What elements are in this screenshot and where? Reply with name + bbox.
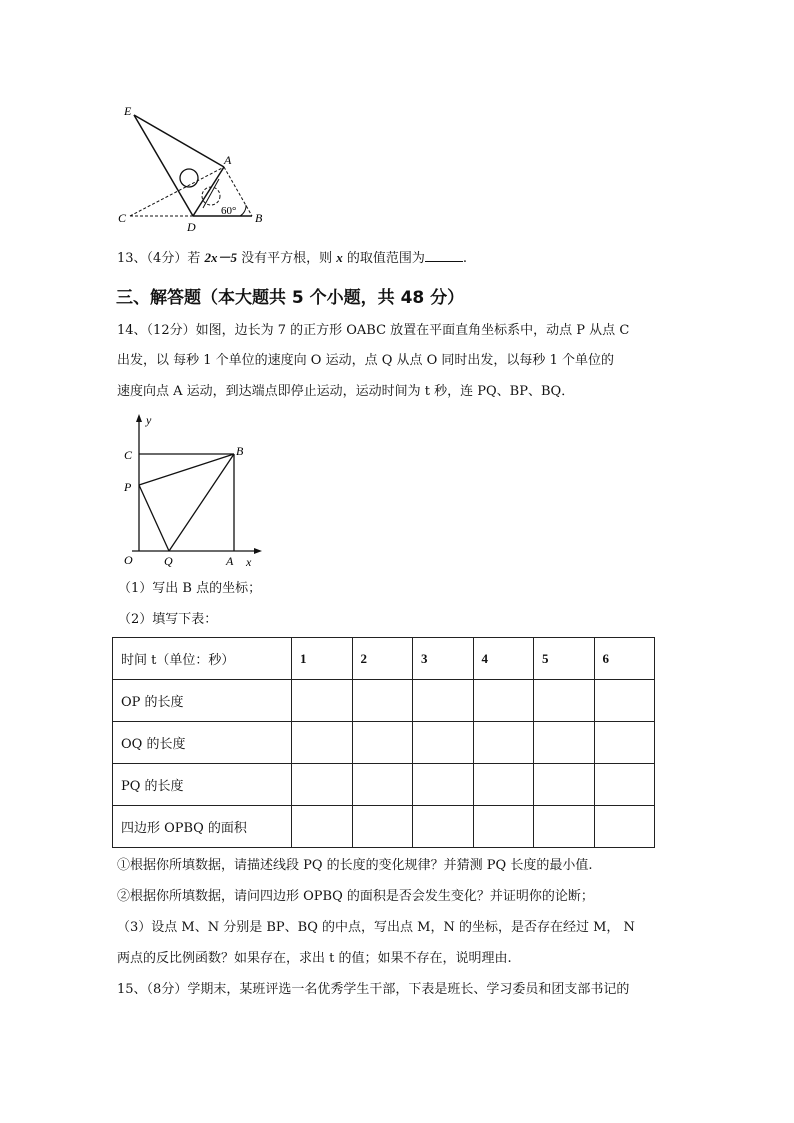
table-cell[interactable] xyxy=(473,806,534,848)
figure-square-oabc xyxy=(112,410,272,570)
label-a: A xyxy=(224,153,232,167)
table-cell[interactable] xyxy=(292,722,353,764)
segment-pb xyxy=(139,454,234,485)
table-cell[interactable] xyxy=(594,806,655,848)
row-label-area: 四边形 OPBQ 的面积 xyxy=(113,806,292,848)
label-y: y xyxy=(146,413,152,427)
table-cell[interactable] xyxy=(292,764,353,806)
q14-sub-2: （2）填写下表： xyxy=(118,612,218,627)
table-cell[interactable] xyxy=(594,722,655,764)
table-row xyxy=(113,722,655,764)
x-axis-arrow xyxy=(254,548,262,554)
table-cell[interactable] xyxy=(534,764,595,806)
figure-triangle-eadcb xyxy=(112,100,272,235)
label-b: B xyxy=(255,211,263,225)
q13-mid: 没有平方根，则 xyxy=(236,251,337,266)
segment-ea xyxy=(134,115,224,167)
table-cell[interactable] xyxy=(534,680,595,722)
segment-qb xyxy=(169,454,234,551)
circle-dashed xyxy=(202,187,220,205)
label-d: D xyxy=(187,220,196,234)
q14-c1: ①根据你所填数据，请描述线段 PQ 的长度的变化规律？并猜测 PQ 长度的最小值. xyxy=(117,858,593,873)
table-row xyxy=(113,806,655,848)
table-cell[interactable] xyxy=(534,806,595,848)
label-angle: 60° xyxy=(221,205,237,217)
header-cell-2: 2 xyxy=(352,638,413,680)
label-o: O xyxy=(124,553,133,567)
row-label-op: OP 的长度 xyxy=(113,680,292,722)
header-cell-6: 6 xyxy=(594,638,655,680)
header-cell-3: 3 xyxy=(413,638,474,680)
table-cell[interactable] xyxy=(352,722,413,764)
fill-in-table xyxy=(112,637,655,848)
table-cell[interactable] xyxy=(594,680,655,722)
row-label-oq: OQ 的长度 xyxy=(113,722,292,764)
header-cell-4: 4 xyxy=(473,638,534,680)
table-cell[interactable] xyxy=(594,764,655,806)
q14-line-2: 出发，以 每秒 1 个单位的速度向 O 运动，点 Q 从点 O 同时出发，以每秒 1 个单位的 xyxy=(117,353,614,368)
segment-inner xyxy=(203,179,219,208)
section-heading: 三、解答题（本大题共 5 个小题，共 48 分） xyxy=(116,288,465,308)
q13-prefix: 13、（4分）若 xyxy=(117,251,205,266)
table-cell[interactable] xyxy=(473,680,534,722)
table-cell[interactable] xyxy=(413,680,474,722)
table-cell[interactable] xyxy=(413,764,474,806)
angle-arc xyxy=(240,205,246,216)
label-c: C xyxy=(118,211,127,225)
q14-c2: ②根据你所填数据，请问四边形 OPBQ 的面积是否会发生变化？并证明你的论断； xyxy=(117,889,594,904)
label-c: C xyxy=(124,448,133,462)
q13-var: x xyxy=(336,250,343,265)
table-header-row xyxy=(113,638,655,680)
q14-sub-3a: （3）设点 M、N 分别是 BP、BQ 的中点，写出点 M，N 的坐标，是否存在经过 M， N xyxy=(117,920,635,935)
table-cell[interactable] xyxy=(534,722,595,764)
q13-suffix: 的取值范围为 xyxy=(342,251,425,266)
q14-line-1: 14、（12分）如图，边长为 7 的正方形 OABC 放置在平面直角坐标系中，动点 P 从点 C xyxy=(117,323,630,338)
circle-shape xyxy=(180,169,198,187)
question-13 xyxy=(117,247,467,270)
label-e: E xyxy=(124,104,132,118)
table-cell[interactable] xyxy=(413,722,474,764)
header-cell-time: 时间 t（单位：秒） xyxy=(113,638,292,680)
table-cell[interactable] xyxy=(473,722,534,764)
table-row xyxy=(113,764,655,806)
segment-pq xyxy=(139,485,169,551)
segment-ed xyxy=(134,115,193,216)
table-cell[interactable] xyxy=(413,806,474,848)
table-cell[interactable] xyxy=(352,764,413,806)
table-cell[interactable] xyxy=(473,764,534,806)
q13-end: . xyxy=(462,251,468,266)
segment-cd-dashed xyxy=(130,167,224,216)
row-label-pq: PQ 的长度 xyxy=(113,764,292,806)
q15-line-1: 15、（8分）学期末，某班评选一名优秀学生干部，下表是班长、学习委员和团支部书记的 xyxy=(117,982,630,997)
label-b: B xyxy=(236,444,244,458)
table-cell[interactable] xyxy=(352,680,413,722)
answer-blank[interactable] xyxy=(425,249,463,262)
q14-sub-1: （1）写出 B 点的坐标； xyxy=(118,581,262,596)
table-cell[interactable] xyxy=(292,806,353,848)
header-cell-5: 5 xyxy=(534,638,595,680)
label-p: P xyxy=(124,480,132,494)
header-cell-1: 1 xyxy=(292,638,353,680)
q13-expr: 2x－5 xyxy=(204,250,237,265)
label-q: Q xyxy=(164,554,173,568)
table-row xyxy=(113,680,655,722)
table-cell[interactable] xyxy=(352,806,413,848)
q14-line-3: 速度向点 A 运动，到达端点即停止运动，运动时间为 t 秒，连 PQ、BP、BQ． xyxy=(117,384,575,399)
y-axis-arrow xyxy=(136,414,142,422)
table-cell[interactable] xyxy=(292,680,353,722)
label-x: x xyxy=(246,555,252,569)
q14-sub-3b: 两点的反比例函数？如果存在，求出 t 的值；如果不存在，说明理由. xyxy=(117,951,512,966)
label-a: A xyxy=(226,554,234,568)
